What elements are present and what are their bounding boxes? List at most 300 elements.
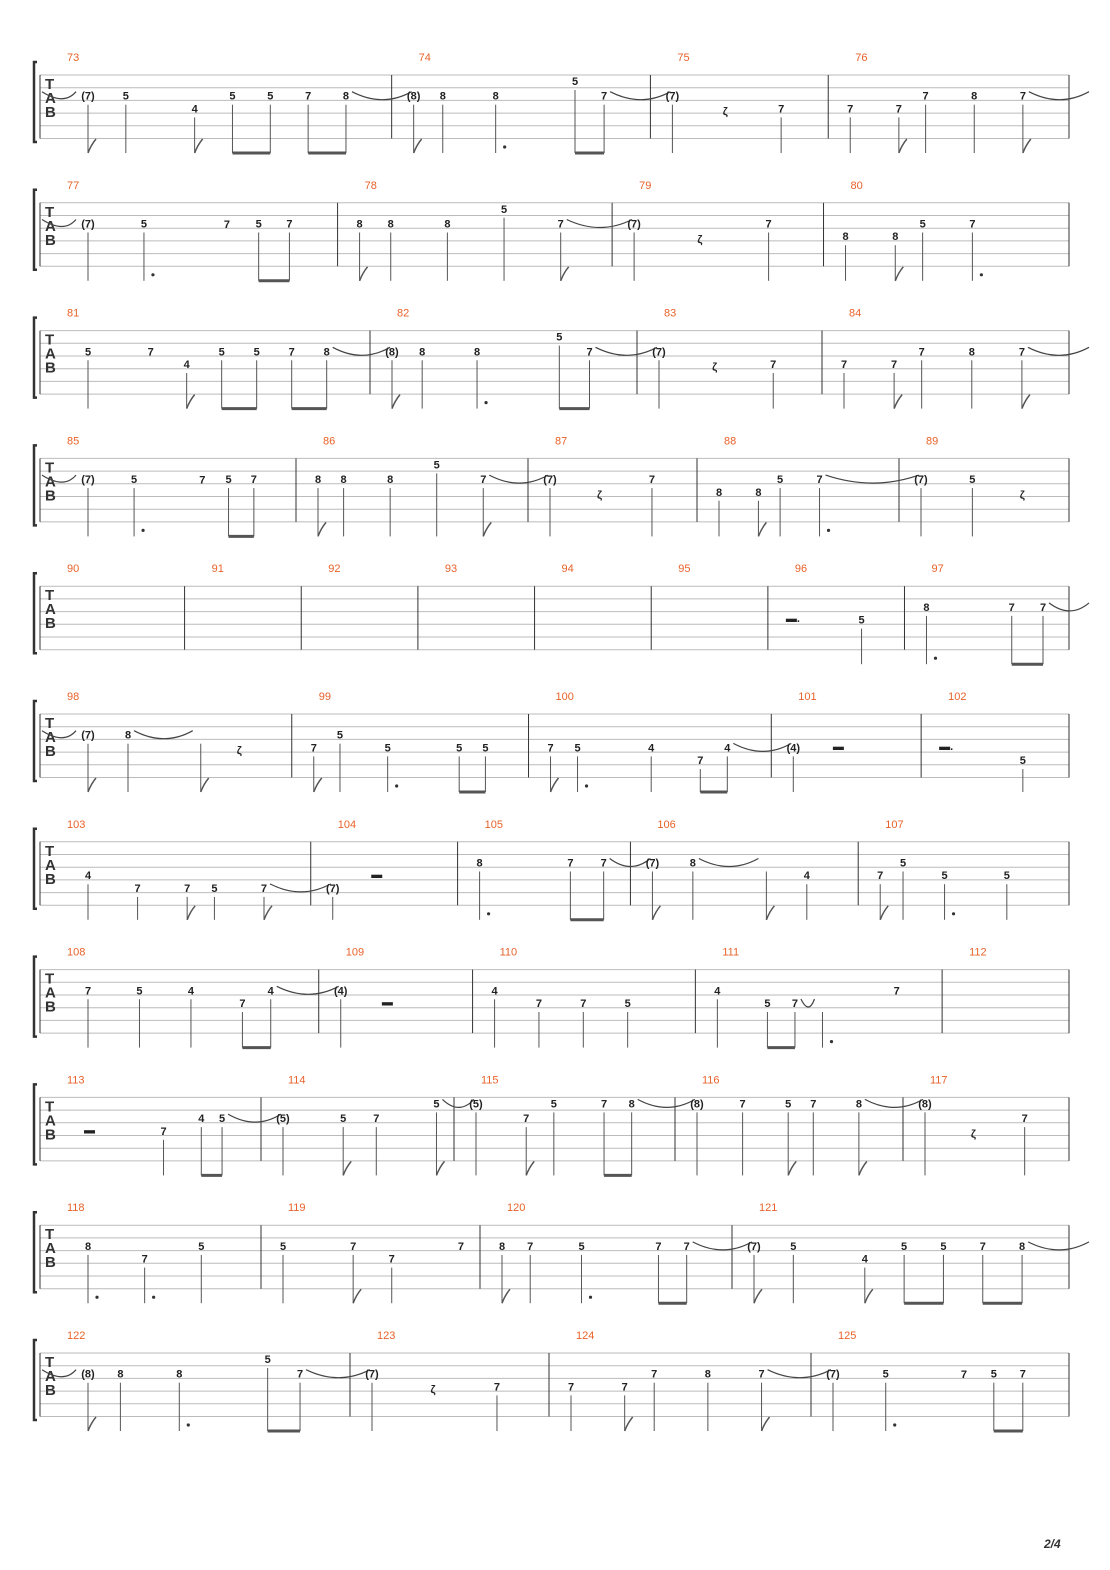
dot [395,784,398,787]
measure-number: 73 [67,52,80,64]
measure [42,180,338,281]
measure [492,947,696,1048]
fret-number: 4 [183,359,190,371]
tie-arc [134,731,193,739]
fret-number: 7 [547,742,554,755]
dot [95,1296,98,1299]
tab-system [34,819,1069,920]
measure [42,435,296,536]
eighth-flag [343,1161,351,1175]
fret-number: 5 [218,1113,226,1126]
fret-number: 7 [600,1098,608,1111]
fret-number: 5 [556,331,563,344]
eighth-flag [88,139,96,153]
measure [918,1074,1069,1175]
fret-number: 8 [314,474,322,487]
eighth-flag [551,778,559,792]
measure-number: 107 [885,818,904,831]
tie-arc [693,1242,752,1250]
dot [893,1423,896,1426]
eighth-flag [762,1417,770,1431]
tab-clef-letter: B [45,870,56,888]
measure [326,819,458,920]
measure-number: 104 [337,818,357,831]
eighth-flag [187,395,195,409]
dot [151,273,154,276]
fret-number: 7 [286,218,293,231]
eighth-flag [758,522,766,536]
fret-number: 7 [739,1098,746,1111]
measure [42,1330,370,1431]
fret-number: 4 [491,985,498,998]
eighth-flag [652,906,660,920]
fret-number: 5 [218,346,225,359]
measure-number: 95 [678,563,691,576]
fret-number: 5 [919,218,926,231]
tab-system [34,1330,1069,1431]
fret-number: 7 [600,857,607,870]
fret-number: (7) [543,474,557,487]
measure-number: 117 [930,1074,948,1087]
measure [568,1330,831,1431]
system-bracket [34,573,37,653]
fret-number: 7 [350,1240,357,1253]
fret-number: 7 [493,1381,501,1394]
measure [42,691,292,792]
fret-number: 7 [288,346,295,359]
fret-number: 7 [648,474,656,487]
tie-arc [596,347,657,355]
tie-arc [489,475,548,483]
fret-number: 7 [778,103,785,116]
measure [939,691,1069,792]
tie-arc [801,999,815,1007]
fret-number: 5 [225,474,232,487]
measure-number: 100 [555,691,574,703]
fret-number: 5 [1003,870,1010,883]
dot [980,273,983,276]
tab-clef-letter: B [45,487,56,505]
fret-number: 7 [239,998,246,1010]
fret-number: 5 [253,346,260,359]
fret-number: 7 [1008,601,1015,614]
system-bracket [34,1340,37,1420]
fret-number: 7 [535,998,543,1010]
fret-number: 7 [840,359,848,371]
tab-system [34,435,1069,536]
fret-number: 7 [1018,346,1025,359]
measure-number: 79 [639,179,652,192]
fret-number: (8) [406,90,421,103]
measure-number: 76 [855,52,868,64]
tie-arc [228,1114,281,1122]
measure [786,563,905,664]
measure [280,1202,480,1303]
eighth-flag [264,906,272,920]
measure-number: 123 [377,1330,396,1342]
eighth-flag [894,395,902,409]
measure-number: 120 [507,1202,526,1215]
tab-clef-letter: B [45,615,56,633]
fret-number: 4 [803,870,810,883]
tie-arc [333,347,390,355]
dot [152,1296,155,1299]
measure-number: 91 [211,563,224,576]
fret-number: (7) [81,729,95,742]
rest-symbol: ζ [1019,489,1025,502]
eighth-flag [526,1161,534,1175]
fret-number: 4 [648,742,655,755]
fret-number: 4 [724,742,731,755]
measure [842,180,1069,281]
rest-symbol: 7 [223,218,230,231]
fret-number: 7 [480,474,487,487]
tab-clef-letter: A [45,90,56,107]
fret-number: 7 [891,359,898,371]
fret-number: 5 [1019,755,1026,768]
fret-number: 8 [971,90,978,103]
measure-number: 94 [561,563,574,576]
measure [334,947,473,1048]
fret-number: 5 [279,1240,287,1253]
system-bracket [34,1212,37,1292]
system-bracket [34,190,37,270]
measure [547,691,791,792]
rest-symbol: ζ [712,361,718,374]
eighth-flag [436,1161,444,1175]
fret-number: 7 [296,1368,304,1381]
measure-number: 103 [67,818,86,831]
measure-number: 74 [418,52,431,64]
fret-number: 5 [84,346,92,359]
fret-number: 8 [387,218,394,231]
system-bracket [34,445,37,525]
tab-system [34,308,1089,409]
system-bracket [34,318,37,398]
fret-number: 7 [1021,1113,1028,1126]
measure-number: 109 [345,946,365,959]
measure-number: 122 [67,1330,86,1342]
rest-symbol: ζ [236,745,242,757]
fret-number: 7 [580,998,587,1010]
tab-clef-letter: T [45,1226,55,1244]
measure-number: 80 [850,179,863,192]
fret-number: 5 [785,1098,792,1111]
fret-number: 7 [877,870,884,883]
fret-number: 8 [473,346,481,359]
dot [141,529,144,532]
fret-number: 4 [84,870,92,883]
fret-number: (5) [276,1113,290,1126]
fret-number: 5 [131,474,138,487]
eighth-flag [754,1289,762,1303]
fret-number: 7 [567,857,574,870]
eighth-flag [201,778,209,792]
tab-clef-letter: T [45,1098,55,1116]
measure-number: 87 [555,435,568,448]
eighth-flag [314,778,322,792]
measure-number: 124 [576,1330,595,1342]
tab-clef-letter: T [45,203,55,221]
fret-number: 4 [861,1253,868,1266]
fret-number: 8 [340,474,347,487]
fret-number: 5 [211,882,218,895]
fret-number: (4) [334,985,348,998]
tie-arc [352,92,412,100]
fret-number: 5 [571,76,579,88]
measure [877,819,1069,920]
measure-number: 83 [664,307,677,320]
measure [42,52,412,153]
eighth-flag [483,522,491,536]
fret-number: 5 [899,857,907,870]
fret-number: 5 [790,1240,797,1253]
fret-number: 7 [1039,601,1047,614]
fret-number: 8 [1019,1240,1026,1253]
fret-number: 5 [122,90,129,103]
measure-number: 82 [397,307,410,320]
system-bracket [34,957,37,1037]
tie-arc [277,986,339,994]
measure [276,1074,474,1175]
measure [627,180,823,281]
fret-number: 7 [765,218,772,231]
rest-symbol: ▬. [785,613,800,626]
fret-number: 8 [176,1368,183,1381]
tab-clef-letter: A [45,345,56,363]
fret-number: 5 [500,203,508,216]
eighth-flag [392,395,400,409]
fret-number: 8 [387,474,394,487]
dot [585,784,588,787]
tab-clef-letter: B [45,231,56,249]
tab-clef-letter: A [45,217,56,235]
fret-number: 7 [305,90,312,103]
measure [499,1202,752,1303]
fret-number: 7 [388,1253,395,1266]
fret-number: 8 [124,729,132,742]
fret-number: 8 [755,486,762,499]
measure-number: 85 [67,435,80,448]
dot [830,1040,833,1043]
fret-number: 8 [704,1368,711,1381]
fret-number: 7 [260,882,268,895]
fret-number: (8) [690,1098,704,1111]
measure [315,435,548,536]
measure-number: 118 [67,1202,85,1215]
rest-symbol: ▬ [381,996,393,1009]
fret-number: 7 [816,474,823,487]
fret-number: 7 [758,1368,765,1381]
measure [365,1330,549,1431]
fret-number: 8 [498,1240,506,1253]
fret-number: 5 [858,614,865,627]
fret-number: 7 [697,755,704,768]
tab-clef-letter: A [45,729,56,746]
measure [67,1074,281,1175]
fret-number: 8 [715,486,723,499]
fret-number: 5 [198,1240,205,1253]
rest-symbol: 7 [457,1241,465,1254]
tab-clef-letter: A [45,1368,56,1385]
measure-number: 98 [67,691,80,703]
eighth-flag [625,1417,633,1431]
measure-number: 93 [444,563,458,576]
tie-arc [270,884,331,892]
fret-number: 7 [567,1381,575,1394]
measure-number: 108 [67,946,86,959]
fret-number: 8 [492,90,499,103]
eighth-flag [88,778,96,792]
fret-number: (7) [914,474,928,487]
measure [666,52,829,153]
fret-number: 7 [586,346,593,359]
fret-number: 5 [264,1354,271,1366]
rest-symbol: ▬ [84,1124,95,1137]
eighth-flag [502,1289,510,1303]
rest-symbol: ζ [430,1384,436,1396]
tie-arc [699,859,759,867]
tab-clef-letter: B [45,359,56,377]
tie-arc [1028,347,1089,355]
measure [311,691,529,792]
tab-clef-letter: T [45,842,55,860]
measure-number: 96 [794,563,808,576]
rest-symbol: ζ [697,233,703,246]
eighth-flag [561,267,569,281]
fret-number: 7 [134,882,141,895]
tab-clef-letter: B [45,1254,56,1272]
fret-number: 5 [255,218,262,231]
eighth-flag [895,267,903,281]
measure [477,819,651,920]
fret-number: 8 [439,90,446,103]
fret-number: 8 [342,90,350,103]
measure [923,563,1089,664]
fret-number: 8 [855,1098,862,1111]
measure-number: 97 [931,563,944,576]
measure [385,308,657,409]
eighth-flag [1022,395,1030,409]
measure-number: 101 [798,691,817,703]
measure-number: 90 [67,563,80,576]
fret-number: (7) [645,857,660,870]
measure-number: 88 [724,435,737,448]
fret-number: 5 [578,1240,585,1253]
fret-number: 7 [1019,90,1026,103]
fret-number: 5 [384,742,391,755]
tab-clef-letter: B [45,1126,56,1144]
tab-system [34,52,1089,153]
measure-number: 105 [484,818,503,831]
fret-number: 7 [847,103,854,116]
fret-number: 5 [456,742,463,755]
measure-number: 119 [288,1202,306,1215]
measure-number: 102 [948,691,967,703]
measure [690,1074,923,1175]
rest-symbol: ▬ [832,741,844,753]
fret-number: 7 [683,1240,690,1253]
tab-system [34,1074,1069,1175]
fret-number: 8 [892,231,899,244]
fret-number: (8) [918,1098,932,1111]
fret-number: 7 [770,359,777,371]
fret-number: 7 [791,998,799,1010]
rest-symbol: ζ [970,1128,976,1141]
system-bracket [34,1084,37,1164]
eighth-flag [318,522,326,536]
eighth-flag [899,139,907,153]
tab-clef-letter: B [45,104,56,121]
fret-number: 8 [323,346,330,359]
fret-number: (5) [469,1098,483,1111]
fret-number: (7) [747,1240,761,1253]
fret-number: 8 [84,1240,92,1253]
measure [67,308,390,409]
measure-number: 81 [67,307,80,320]
measure-number: 114 [288,1074,306,1087]
tab-system [34,180,1069,281]
fret-number: 4 [198,1113,205,1126]
tab-clef-letter: T [45,1354,55,1371]
measure-number: 113 [67,1074,85,1087]
measure-number: 116 [702,1074,720,1087]
rest-symbol: 7 [147,346,154,359]
fret-number: (7) [365,1368,379,1381]
fret-number: 4 [267,985,274,998]
measure-number: 86 [323,435,336,448]
fret-number: 5 [340,1113,347,1126]
fret-number: 5 [940,1240,947,1253]
eighth-flag [766,906,774,920]
tab-system [34,691,1069,792]
measure [67,1202,261,1303]
measure [646,819,859,920]
fret-number: 5 [482,742,489,755]
eighth-flag [865,1289,873,1303]
measure [357,180,633,281]
fret-number: 5 [624,998,631,1010]
fret-number: 7 [922,90,929,103]
fret-number: 7 [557,218,564,231]
rest-symbol: ζ [596,489,603,502]
eighth-flag [195,139,203,153]
fret-number: 5 [229,90,236,103]
measure [716,435,919,536]
tab-clef-letter: A [45,601,56,619]
tab-clef-letter: T [45,970,55,988]
fret-number: 5 [969,474,976,487]
eighth-flag [859,1161,867,1175]
measure [407,52,670,153]
fret-number: 8 [117,1368,124,1381]
fret-number: 7 [141,1253,148,1266]
measure-number: 110 [499,946,518,959]
fret-number: 8 [476,857,483,870]
tab-clef-letter: A [45,473,56,491]
tab-clef-letter: B [45,1382,56,1399]
measure-number: 112 [969,946,987,959]
fret-number: 7 [621,1381,628,1394]
dot [934,657,937,660]
dot [187,1423,190,1426]
fret-number: 5 [990,1368,997,1381]
fret-number: 7 [895,103,902,116]
fret-number: 7 [184,882,191,895]
measure-number: 75 [677,52,690,64]
tie-arc [638,1099,695,1107]
eighth-flag [788,1161,796,1175]
